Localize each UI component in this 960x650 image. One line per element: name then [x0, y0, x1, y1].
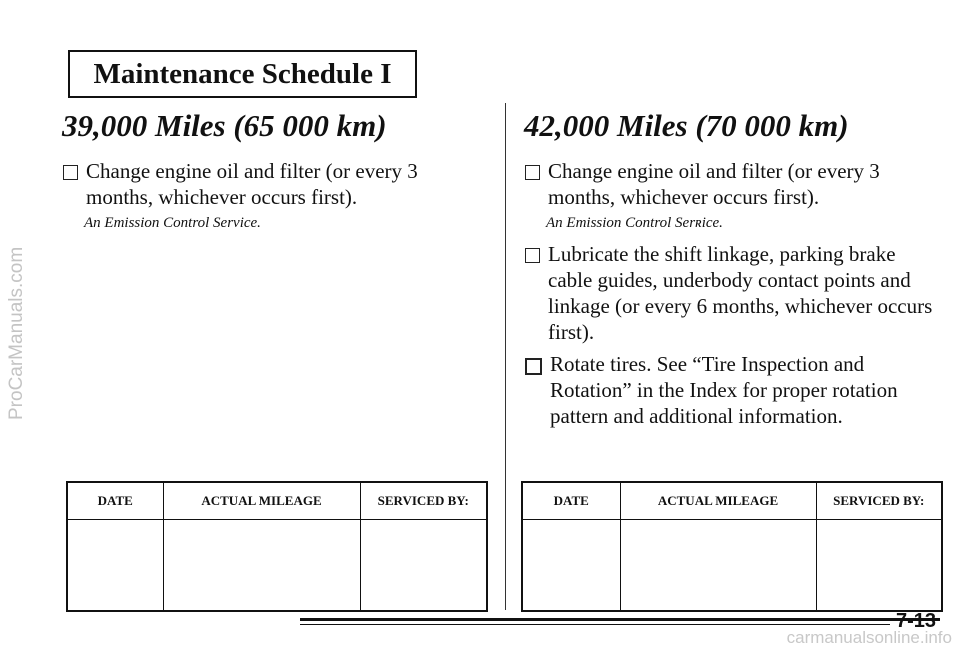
- serviced-by-cell[interactable]: [816, 520, 942, 612]
- right-task-2-text: Lubricate the shift linkage, parking brake cable guides, underbody contact points and linkage (or every 6 months, whichever occurs first).: [548, 242, 933, 344]
- left-task-1-note: An Emission Control Service.: [84, 215, 261, 231]
- serviced-by-header: SERVICED BY:: [360, 482, 487, 520]
- checkbox-icon[interactable]: [525, 358, 542, 375]
- serviced-by-header: SERVICED BY:: [816, 482, 942, 520]
- checkbox-icon[interactable]: [63, 165, 78, 180]
- left-service-log-table: [66, 481, 488, 612]
- page-header-box: [68, 50, 417, 98]
- right-task-3-text: Rotate tires. See “Tire Inspection and Rotation” in the Index for proper rotation pattern and additional information.: [550, 352, 898, 428]
- left-column: [58, 108, 478, 241]
- date-cell[interactable]: [522, 520, 620, 612]
- serviced-by-cell[interactable]: [360, 520, 487, 612]
- table-row: [67, 520, 487, 612]
- right-task-1-text: Change engine oil and filter (or every 3 months, whichever occurs first).: [548, 159, 880, 209]
- page-number: 7-13: [896, 610, 937, 632]
- checkbox-icon[interactable]: [525, 165, 540, 180]
- table-header-row: [67, 482, 487, 520]
- left-task-1-text: Change engine oil and filter (or every 3 months, whichever occurs first).: [86, 159, 418, 209]
- side-watermark: ProCarManuals.com: [6, 246, 27, 420]
- column-divider: [505, 103, 506, 610]
- footer-watermark: carmanualsonline.info: [786, 628, 952, 647]
- page-title: Maintenance Schedule I: [93, 57, 392, 90]
- date-header: DATE: [67, 482, 163, 520]
- actual-mileage-cell[interactable]: [620, 520, 816, 612]
- date-cell[interactable]: [67, 520, 163, 612]
- checkbox-icon[interactable]: [525, 248, 540, 263]
- right-section-title: 42,000 Miles (70 000 km): [524, 108, 849, 143]
- date-header: DATE: [522, 482, 620, 520]
- actual-mileage-cell[interactable]: [163, 520, 360, 612]
- footer-rule-thin: [300, 624, 890, 625]
- right-column: [520, 108, 940, 431]
- right-task-1: [520, 158, 940, 210]
- table-header-row: [522, 482, 942, 520]
- right-task-2: [520, 241, 940, 345]
- left-section-title: 39,000 Miles (65 000 km): [62, 108, 387, 143]
- right-task-3: [520, 351, 940, 429]
- table-row: [522, 520, 942, 612]
- right-task-1-note: An Emission Control Serʀice.: [546, 215, 723, 231]
- left-task-1: [58, 158, 478, 210]
- actual-mileage-header: ACTUAL MILEAGE: [163, 482, 360, 520]
- right-service-log-table: [521, 481, 943, 612]
- actual-mileage-header: ACTUAL MILEAGE: [620, 482, 816, 520]
- footer-rule-thick: [300, 618, 940, 621]
